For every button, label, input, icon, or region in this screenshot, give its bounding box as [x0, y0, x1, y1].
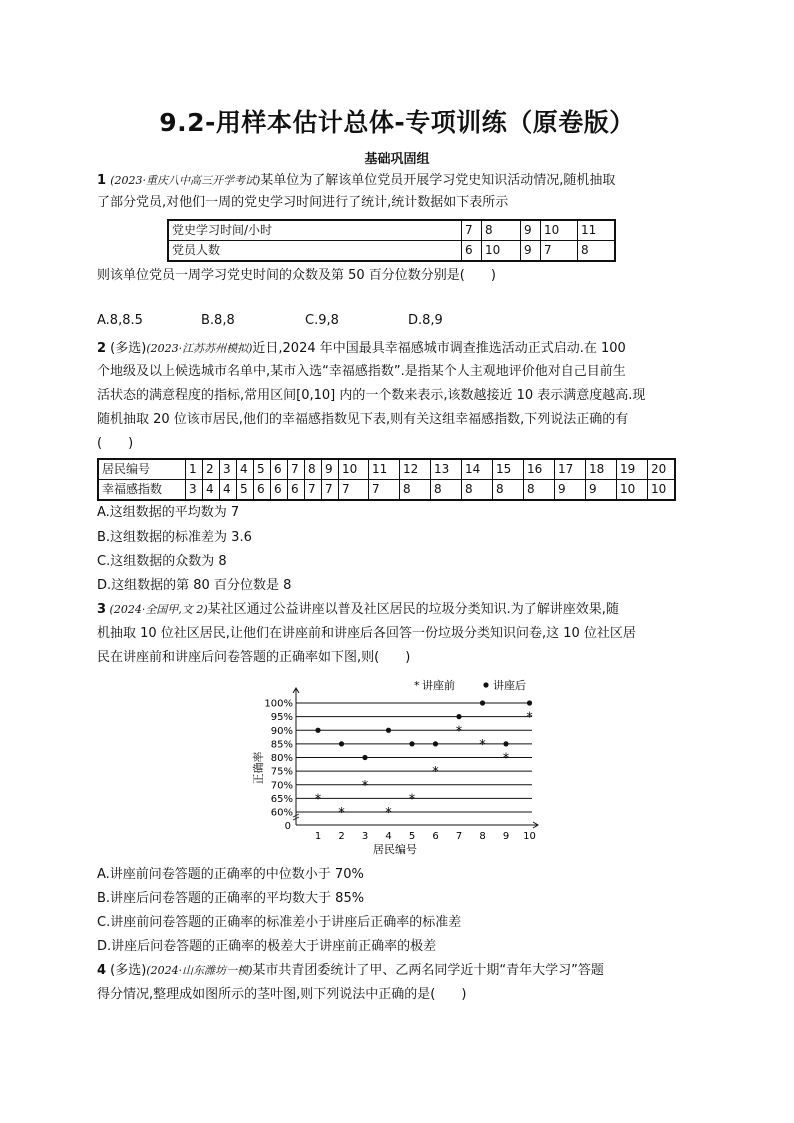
- q4-line1: [97, 960, 604, 982]
- point-after-lecture: [503, 741, 508, 746]
- table-cell: 7: [462, 220, 482, 241]
- table-cell: 20: [648, 459, 676, 480]
- point-after-lecture: [409, 741, 414, 746]
- chart-legend: [414, 678, 526, 692]
- q1-line2: 了部分党员,对他们一周的党史学习时间进行了统计,统计数据如下表所示: [97, 195, 509, 210]
- table-cell: 8: [400, 480, 431, 501]
- table-cell: 5: [254, 459, 271, 480]
- legend-label-after: 讲座后: [493, 679, 526, 692]
- y-tick-label: 0: [284, 821, 291, 832]
- q2-line2: 个地级及以上候选城市名单中,某市入选“幸福感指数”.是指某个人主观地评价他对自己目前生: [97, 364, 626, 379]
- q3-line3: 民在讲座前和讲座后问卷答题的正确率如下图,则( ): [97, 650, 411, 665]
- table-cell: 9: [322, 459, 339, 480]
- q1-number: 1: [97, 173, 107, 188]
- q1-table-row1-label: 党史学习时间/小时: [168, 220, 462, 241]
- table-cell: 7: [339, 480, 369, 501]
- table-cell: 6: [271, 459, 288, 480]
- table-cell: 5: [237, 480, 254, 501]
- legend-marker-after: [483, 682, 488, 687]
- q1-question: 则该单位党员一周学习党史时间的众数及第 50 百分位数分别是( ): [97, 268, 496, 283]
- point-before-lecture: *: [314, 792, 322, 808]
- table-cell: 4: [237, 459, 254, 480]
- point-after-lecture: [362, 755, 367, 760]
- table-cell: 8: [462, 480, 493, 501]
- q2-number: 2: [97, 341, 107, 356]
- point-before-lecture: *: [432, 765, 439, 781]
- q3-text1: 某社区通过公益讲座以普及社区居民的垃圾分类知识.为了解讲座效果,随: [207, 602, 619, 617]
- x-tick-label: 3: [361, 831, 369, 842]
- point-before-lecture: *: [361, 778, 369, 794]
- y-tick-label: 95%: [270, 712, 293, 724]
- table-cell: 8: [431, 480, 462, 501]
- y-tick-label: 70%: [270, 780, 293, 792]
- table-cell: 9: [586, 480, 617, 501]
- x-tick-label: 7: [455, 831, 463, 842]
- table-cell: 7: [305, 480, 322, 501]
- q3-option-c[interactable]: C.讲座前问卷答题的正确率的标准差小于讲座后正确率的标准差: [97, 915, 462, 930]
- point-after-lecture: [433, 741, 438, 746]
- table-cell: 7: [288, 459, 305, 480]
- q1-source: (2023·重庆八中高三开学考试): [110, 174, 261, 187]
- q2-tag: (多选): [106, 341, 147, 356]
- chart-x-ticks: [315, 831, 536, 842]
- table-cell: 10: [617, 480, 648, 501]
- table-cell: 8: [578, 241, 616, 262]
- legend-marker-before: *: [414, 679, 420, 692]
- table-cell: 10: [339, 459, 369, 480]
- q2-table-row-id: [98, 459, 675, 480]
- q4-text1: 某市共青团委统计了甲、乙两名同学近十期“青年大学习”答题: [252, 963, 604, 978]
- q3-number: 3: [97, 602, 107, 617]
- x-tick-label: 1: [314, 831, 322, 842]
- q2-option-c[interactable]: C.这组数据的众数为 8: [97, 554, 227, 569]
- point-after-lecture: [456, 714, 461, 719]
- q1-option-b[interactable]: B.8,8: [201, 313, 235, 328]
- q4-number: 4: [97, 963, 107, 978]
- table-cell: 6: [288, 480, 305, 501]
- point-after-lecture: [386, 728, 391, 733]
- point-before-lecture: *: [526, 710, 533, 726]
- table-cell: 6: [254, 480, 271, 501]
- y-axis-label: 正确率: [252, 751, 265, 785]
- q2-line5: ( ): [97, 436, 134, 451]
- table-cell: 8: [493, 480, 524, 501]
- q3-chart: [240, 676, 560, 856]
- table-cell: 10: [541, 220, 578, 241]
- table-cell: 7: [541, 241, 578, 262]
- table-cell: 10: [482, 241, 521, 262]
- table-cell: 4: [220, 480, 237, 501]
- chart-y-ticks: [264, 699, 293, 833]
- q2-table-row-index: [98, 480, 675, 501]
- table-cell: 3: [186, 480, 203, 501]
- q1-table-row-time: [168, 220, 615, 241]
- q4-line2: 得分情况,整理成如图所示的茎叶图,则下列说法中正确的是( ): [97, 987, 467, 1002]
- table-cell: 12: [400, 459, 431, 480]
- table-cell: 6: [271, 480, 288, 501]
- q3-option-a[interactable]: A.讲座前问卷答题的正确率的中位数小于 70%: [97, 867, 364, 882]
- x-tick-label: 8: [479, 831, 486, 842]
- point-before-lecture: *: [338, 806, 345, 821]
- point-after-lecture: [527, 700, 532, 705]
- q2-option-a[interactable]: A.这组数据的平均数为 7: [97, 505, 240, 520]
- q1-table-row2-label: 党员人数: [168, 241, 462, 262]
- q1-table-row-count: [168, 241, 615, 262]
- page-title: 9.2-用样本估计总体-专项训练（原卷版）: [159, 108, 635, 137]
- y-tick-label: 100%: [264, 698, 293, 710]
- table-cell: 3: [220, 459, 237, 480]
- q2-line1: [97, 338, 626, 360]
- x-tick-label: 5: [408, 831, 416, 842]
- table-cell: 16: [524, 459, 555, 480]
- q2-line3: 活状态的满意程度的指标,常用区间[0,10] 内的一个数来表示,该数越接近 10 表示满意度越高.现: [97, 388, 646, 403]
- table-cell: 13: [431, 459, 462, 480]
- x-tick-label: 6: [432, 831, 439, 842]
- q2-table-row2-label: 幸福感指数: [98, 480, 186, 501]
- table-cell: 7: [369, 480, 400, 501]
- q4-tag: (多选): [106, 963, 147, 978]
- table-cell: 10: [648, 480, 676, 501]
- point-after-lecture: [315, 728, 320, 733]
- table-cell: 1: [186, 459, 203, 480]
- table-cell: 7: [322, 480, 339, 501]
- table-cell: 9: [521, 241, 541, 262]
- x-tick-label: 2: [338, 831, 345, 842]
- q3-line2: 机抽取 10 位社区居民,让他们在讲座前和讲座后各回答一份垃圾分类知识问卷,这 10 位社区居: [97, 626, 636, 641]
- table-cell: 4: [203, 480, 220, 501]
- q2-line4: 随机抽取 20 位该市居民,他们的幸福感指数见下表,则有关这组幸福感指数,下列说法正确的有: [97, 412, 629, 427]
- table-cell: 11: [578, 220, 616, 241]
- table-cell: 2: [203, 459, 220, 480]
- table-cell: 14: [462, 459, 493, 480]
- chart-axes: [293, 688, 538, 828]
- section-heading: 基础巩固组: [364, 152, 430, 167]
- point-before-lecture: *: [479, 737, 486, 753]
- q2-table: [97, 458, 676, 501]
- x-tick-label: 10: [523, 831, 536, 842]
- q4-source: (2024·山东潍坊一模): [146, 964, 253, 977]
- q1-option-c[interactable]: C.9,8: [305, 313, 339, 328]
- q1-line1: [97, 170, 615, 192]
- x-axis-label: 居民编号: [373, 843, 417, 856]
- table-cell: 8: [482, 220, 521, 241]
- y-tick-label: 65%: [270, 793, 293, 805]
- point-after-lecture: [480, 700, 485, 705]
- point-before-lecture: *: [385, 806, 392, 821]
- point-before-lecture: *: [455, 724, 463, 740]
- point-before-lecture: *: [408, 792, 416, 808]
- table-cell: 9: [555, 480, 586, 501]
- point-after-lecture: [339, 741, 344, 746]
- q1-options: [97, 313, 443, 328]
- q1-option-d[interactable]: D.8,9: [408, 313, 443, 328]
- y-tick-label: 80%: [270, 753, 293, 764]
- y-tick-label: 90%: [270, 725, 293, 737]
- point-before-lecture: *: [502, 751, 510, 767]
- q1-table: [167, 219, 616, 262]
- y-tick-label: 75%: [270, 766, 293, 778]
- q1-option-a[interactable]: A.8,8.5: [97, 313, 143, 328]
- table-cell: 9: [521, 220, 541, 241]
- table-cell: 11: [369, 459, 400, 480]
- table-cell: 15: [493, 459, 524, 480]
- table-cell: 18: [586, 459, 617, 480]
- table-cell: 19: [617, 459, 648, 480]
- table-cell: 17: [555, 459, 586, 480]
- y-tick-label: 85%: [270, 739, 293, 751]
- q2-option-b[interactable]: B.这组数据的标准差为 3.6: [97, 530, 252, 545]
- table-cell: 8: [524, 480, 555, 501]
- q1-text1: 某单位为了解该单位党员开展学习党史知识活动情况,随机抽取: [260, 173, 616, 188]
- q3-source: (2024·全国甲,文 2): [106, 603, 208, 616]
- q3-option-b[interactable]: B.讲座后问卷答题的正确率的平均数大于 85%: [97, 891, 365, 906]
- x-tick-label: 9: [502, 831, 510, 842]
- legend-label-before: 讲座前: [422, 679, 455, 692]
- table-cell: 8: [305, 459, 322, 480]
- chart-marks: [315, 700, 534, 821]
- q2-table-row1-label: 居民编号: [98, 459, 186, 480]
- q3-line1: [97, 599, 619, 621]
- table-cell: 6: [462, 241, 482, 262]
- y-tick-label: 60%: [270, 807, 293, 819]
- q2-option-d[interactable]: D.这组数据的第 80 百分位数是 8: [97, 578, 292, 593]
- q2-source: (2023·江苏苏州模拟): [146, 342, 253, 355]
- x-tick-label: 4: [385, 831, 392, 842]
- q2-text1: 近日,2024 年中国最具幸福感城市调查推选活动正式启动.在 100: [252, 341, 626, 356]
- q3-option-d[interactable]: D.讲座后问卷答题的正确率的极差大于讲座前正确率的极差: [97, 939, 437, 954]
